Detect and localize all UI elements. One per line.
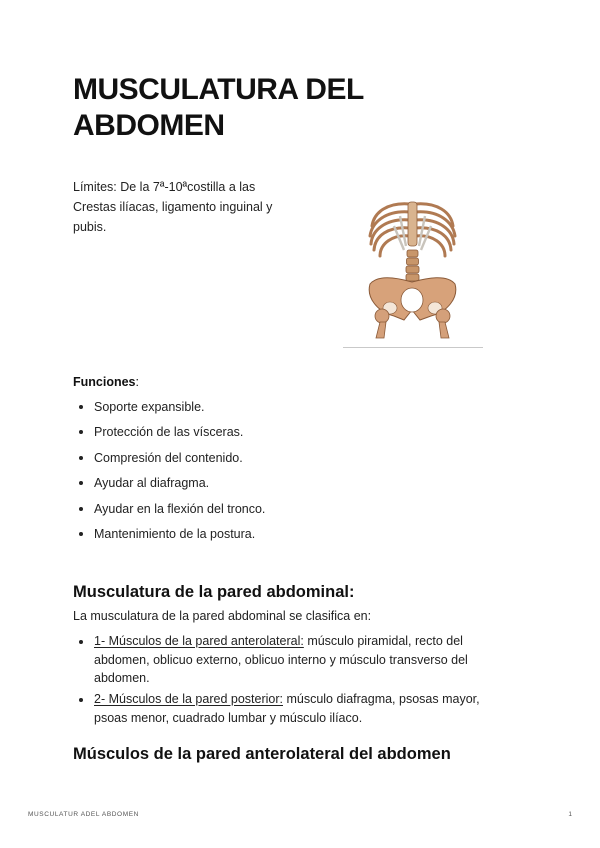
functions-list <box>73 397 493 549</box>
list-item: Ayudar al diafragma. <box>73 473 493 498</box>
skeleton-torso-pelvis-illustration <box>360 198 465 340</box>
bullet-icon <box>79 532 83 536</box>
bullet-icon <box>79 456 83 460</box>
list-item: Compresión del contenido. <box>73 448 493 473</box>
classification-list <box>73 632 503 727</box>
category-label: 2- Músculos de la pared posterior: <box>94 692 283 706</box>
functions-heading: Funciones: <box>73 375 139 389</box>
bullet-icon <box>79 698 83 702</box>
list-item: 1- Músculos de la pared anterolateral: músculo piramidal, recto del abdomen, oblicuo externo, oblicuo interno y músculo transverso del abdomen. <box>73 632 503 690</box>
anterolateral-heading: Músculos de la pared anterolateral del abdomen <box>73 745 451 763</box>
list-item: Protección de las vísceras. <box>73 422 493 447</box>
list-item: Mantenimiento de la postura. <box>73 524 493 549</box>
figure-divider <box>343 347 483 348</box>
bullet-icon <box>79 405 83 409</box>
wall-section-intro: La musculatura de la pared abdominal se clasifica en: <box>73 609 372 623</box>
bullet-icon <box>79 481 83 485</box>
footer-title: MUSCULATUR ADEL ABDOMEN <box>28 811 139 818</box>
page-title: MUSCULATURA DEL ABDOMEN <box>73 73 364 142</box>
category-label: 1- Músculos de la pared anterolateral: <box>94 634 304 648</box>
wall-section-heading: Musculatura de la pared abdominal: <box>73 583 355 601</box>
bullet-icon <box>79 640 83 644</box>
page-number: 1 <box>568 811 572 818</box>
list-item: Ayudar en la flexión del tronco. <box>73 499 493 524</box>
limits-paragraph: Límites: De la 7ª-10ªcostilla a las Crestas ilíacas, ligamento inguinal y pubis. <box>73 180 273 234</box>
list-item: 2- Músculos de la pared posterior: músculo diafragma, psosas mayor, psoas menor, cuadrado lumbar y músculo ilíaco. <box>73 690 503 727</box>
bullet-icon <box>79 507 83 511</box>
list-item: Soporte expansible. <box>73 397 493 422</box>
bullet-icon <box>79 430 83 434</box>
